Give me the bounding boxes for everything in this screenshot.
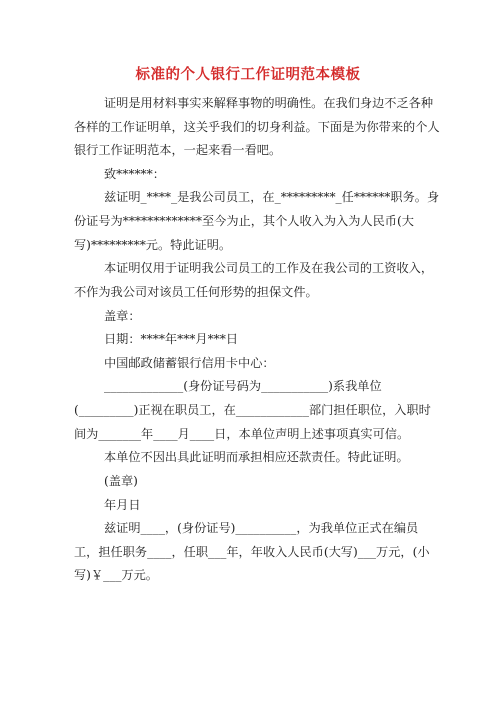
recipient-line: 中国邮政储蓄银行信用卡中心： — [104, 355, 275, 370]
seal-placeholder: (盖章) — [104, 473, 138, 488]
certification-paragraph: 兹证明_****_是我公司员工，在_*********_任******职务。身份证号为*************至今为止，其个人收入为入为人民币(大写)*********元。特此证明。 — [74, 190, 440, 252]
document-body — [74, 92, 440, 588]
salutation: 致******： — [104, 166, 165, 181]
document-title: 标准的个人银行工作证明范本模板 — [135, 66, 361, 83]
disclaimer-paragraph: 本证明仅用于证明我公司员工的工作及在我公司的工资收入，不作为我公司对该员工任何形势的担保文件。 — [74, 261, 434, 299]
income-paragraph: 兹证明____，(身份证号)__________，为我单位正式在编员工，担任职务____，任职___年，年收入人民币(大写)___万元，(小写)￥___万元。 — [74, 521, 430, 583]
date-placeholder: 年月日 — [104, 497, 141, 512]
intro-paragraph: 证明是用材料事实来解释事物的明确性。在我们身边不乏各种各样的工作证明单，这关乎我们的切身利益。下面是为你带来的个人银行工作证明范本，一起来看一看吧。 — [74, 96, 440, 158]
liability-paragraph: 本单位不因出具此证明而承担相应还款责任。特此证明。 — [104, 450, 409, 465]
seal-line: 盖章： — [104, 308, 141, 323]
date-line: 日期：****年***月***日 — [104, 332, 239, 347]
employment-paragraph: _____________(身份证号码为___________)系我单位(_________)正视在职员工，在____________部门担任职位，入职时间为_______年____月____日，本单位声明上述事项真实可信。 — [74, 379, 431, 441]
